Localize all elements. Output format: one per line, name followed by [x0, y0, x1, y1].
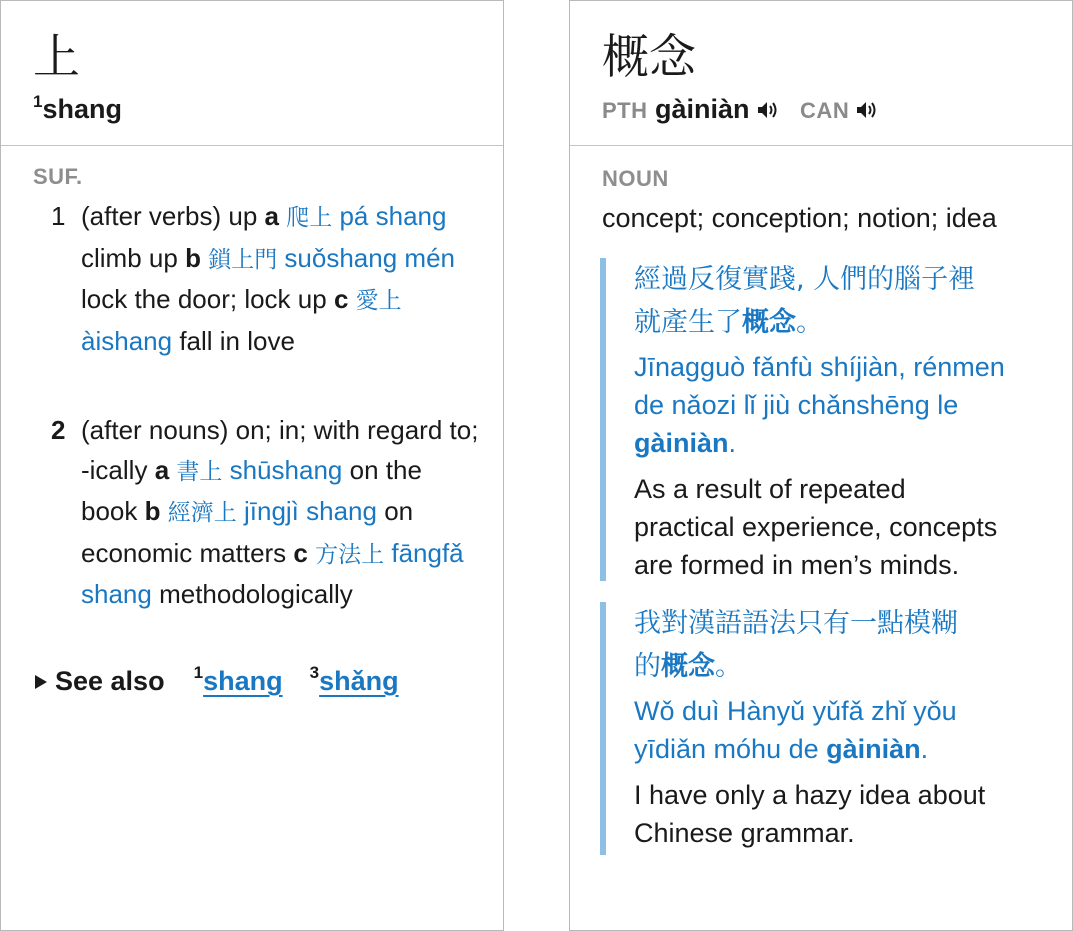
part-of-speech: NOUN — [602, 166, 669, 191]
entry-card-shang — [0, 0, 504, 931]
see-also — [33, 662, 399, 700]
sense-gloss: (after nouns) on; in; with regard to; -ically — [81, 415, 479, 485]
example-hanzi[interactable]: 爬上 — [286, 205, 333, 231]
sense-gloss: (after verbs) up — [81, 201, 258, 231]
example-letter: a — [154, 454, 170, 485]
definition: concept; conception; notion; idea — [602, 203, 997, 233]
triangle-right-icon — [33, 673, 49, 691]
example-pinyin[interactable]: àishang — [81, 325, 173, 356]
example-hanzi[interactable]: 經過反復實踐, 人們的腦子裡 就產生了概念。 — [634, 264, 976, 338]
example-translation: on the book — [81, 454, 422, 526]
example-letter: b — [144, 496, 161, 526]
example-hanzi[interactable]: 我對漢語語法只有一點模糊 的概念。 — [634, 608, 958, 682]
sense-2 — [81, 411, 481, 615]
example-hanzi[interactable]: 鎖上門 — [208, 246, 278, 273]
example-block — [600, 602, 1050, 855]
example-letter: c — [333, 284, 349, 314]
link-superscript: 1 — [193, 663, 204, 682]
headword: 上 — [33, 30, 80, 85]
example-hanzi[interactable]: 經濟上 — [167, 500, 237, 526]
example-letter: b — [185, 242, 201, 273]
entry-header — [570, 1, 1072, 146]
see-also-label: See also — [55, 666, 165, 696]
sense-number: 2 — [51, 415, 66, 445]
pinyin: gàiniàn — [655, 94, 750, 124]
example-pinyin[interactable]: shūshang — [229, 454, 343, 485]
example-hanzi[interactable]: 方法上 — [315, 541, 385, 568]
link-superscript: 3 — [309, 663, 320, 682]
example-pinyin[interactable]: Jīnagguò fǎnfù shíjiàn, rénmen de nǎozi lǐ jiù chǎnshēng le gàiniàn. — [634, 352, 1005, 458]
headword: 概念 — [602, 30, 696, 85]
speaker-icon[interactable] — [856, 93, 878, 129]
pronunciation — [33, 91, 122, 127]
example-letter: c — [293, 537, 308, 568]
example-translation: lock the door; lock up — [81, 284, 327, 314]
pronunciation — [602, 91, 892, 129]
example-letter: a — [264, 201, 279, 231]
example-pinyin[interactable]: Wǒ duì Hànyǔ yǔfǎ zhǐ yǒu yīdiǎn móhu de gàiniàn. — [634, 696, 957, 764]
example-block — [600, 258, 1050, 581]
cantonese-label: CAN — [800, 98, 850, 123]
example-translation: climb up — [81, 242, 178, 273]
example-translation: on economic matters — [81, 496, 414, 568]
see-also-link[interactable]: shang — [203, 666, 283, 696]
see-also-link[interactable]: shǎng — [319, 666, 399, 696]
entry-header — [1, 1, 503, 146]
example-translation: As a result of repeated practical experience, concepts are formed in men’s minds. — [634, 474, 998, 580]
putonghua-label: PTH — [602, 98, 648, 123]
example-pinyin[interactable]: pá shang — [339, 201, 447, 231]
example-pinyin[interactable]: suǒshang mén — [284, 242, 455, 273]
pinyin: shang — [42, 94, 122, 124]
sense-1 — [81, 197, 481, 361]
example-translation: I have only a hazy idea about Chinese grammar. — [634, 780, 986, 848]
homograph-number: 1 — [33, 92, 43, 111]
example-hanzi[interactable]: 書上 — [176, 458, 223, 485]
sense-number: 1 — [51, 201, 66, 231]
example-pinyin[interactable]: fāngfǎ shang — [81, 537, 464, 609]
entry-card-gainian — [569, 0, 1073, 931]
example-translation: methodologically — [159, 579, 353, 609]
speaker-icon[interactable] — [757, 93, 779, 129]
example-hanzi[interactable]: 愛上 — [355, 288, 402, 314]
example-translation: fall in love — [179, 325, 295, 356]
part-of-speech: SUF. — [33, 164, 83, 189]
example-pinyin[interactable]: jīngjì shang — [243, 496, 377, 526]
